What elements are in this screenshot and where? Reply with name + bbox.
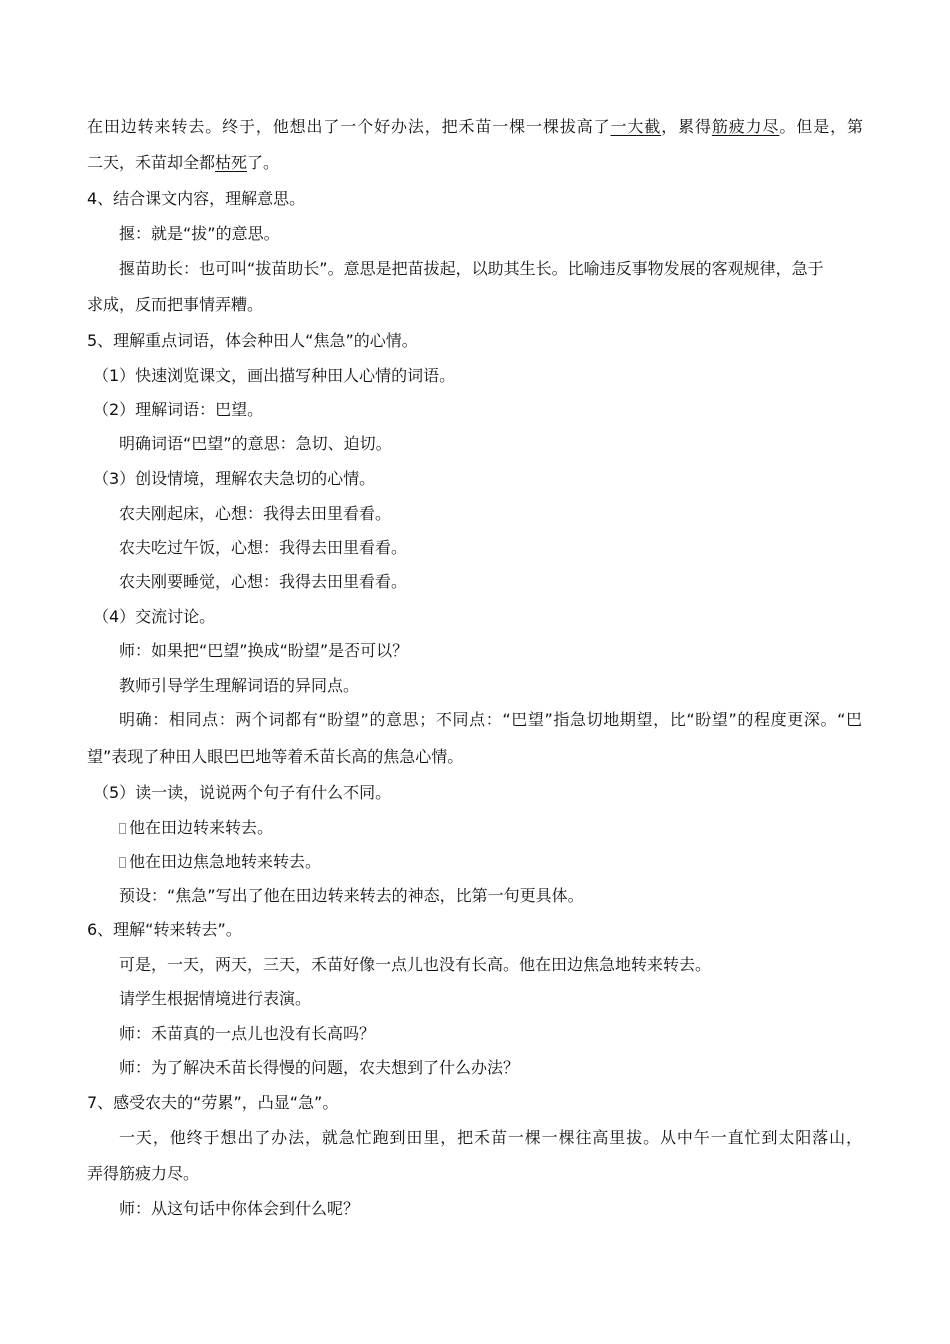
- paragraph-line: [87, 117, 863, 137]
- paragraph-line: 求成，反而把事情弄糟。: [87, 295, 264, 314]
- paragraph-line: 明确：相同点：两个词都有“盼望”的意思；不同点：“巴望”指急切地期望，比“盼望”的程度更深。“巴: [119, 710, 862, 729]
- text-run: 了。: [247, 153, 280, 172]
- text-run: 他在田边转来转去。: [129, 818, 274, 837]
- paragraph-line: 揠：就是“拔”的意思。: [119, 224, 280, 243]
- paragraph-line: 农夫刚要睡觉，心想：我得去田里看看。: [119, 572, 408, 591]
- sub-item: （3）创设情境，理解农夫急切的心情。: [93, 469, 376, 488]
- sub-item: （5）读一读，说说两个句子有什么不同。: [93, 783, 392, 802]
- text-run: 二天，禾苗却全都: [87, 153, 216, 172]
- underlined-word: 筋疲力尽: [711, 117, 780, 136]
- sub-item: （2）理解词语：巴望。: [93, 400, 264, 419]
- text-run: 。但是，第: [779, 117, 863, 136]
- checkbox-glyph-icon: [119, 823, 126, 834]
- paragraph-line: 明确词语“巴望”的意思：急切、迫切。: [119, 434, 392, 453]
- paragraph-line: 教师引导学生理解词语的异同点。: [119, 676, 360, 695]
- sub-item: （4）交流讨论。: [93, 607, 216, 626]
- paragraph-line: 揠苗助长：也可叫“拔苗助长”。意思是把苗拔起，以助其生长。比喻违反事物发展的客观规律，急于: [119, 259, 824, 278]
- paragraph-line: 请学生根据情境进行表演。: [119, 989, 312, 1008]
- paragraph-line: 师：禾苗真的一点儿也没有长高吗？: [119, 1024, 376, 1043]
- paragraph-line: 师：为了解决禾苗长得慢的问题，农夫想到了什么办法？: [119, 1058, 520, 1077]
- underlined-word: 一大截: [610, 117, 662, 136]
- paragraph-line: 师：如果把“巴望”换成“盼望”是否可以？: [119, 641, 409, 660]
- paragraph-line: 农夫吃过午饭，心想：我得去田里看看。: [119, 538, 408, 557]
- example-sentence: [119, 818, 273, 838]
- paragraph-line: 望”表现了种田人眼巴巴地等着禾苗长高的焦急心情。: [87, 747, 464, 766]
- text-run: 他在田边焦急地转来转去。: [129, 852, 322, 871]
- paragraph-line: [87, 153, 279, 173]
- sub-item: （1）快速浏览课文，画出描写种田人心情的词语。: [93, 366, 456, 385]
- section-heading: 6、理解“转来转去”。: [87, 920, 242, 939]
- checkbox-glyph-icon: [119, 857, 126, 868]
- paragraph-line: 弄得筋疲力尽。: [87, 1164, 200, 1183]
- underlined-word: 枯死: [215, 153, 248, 172]
- text-run: 在田边转来转去。终于，他想出了一个好办法，把禾苗一棵一棵拔高了: [87, 117, 611, 136]
- text-run: ，累得: [661, 117, 712, 136]
- paragraph-line: 可是，一天，两天，三天，禾苗好像一点儿也没有长高。他在田边焦急地转来转去。: [119, 955, 712, 974]
- example-sentence: [119, 852, 321, 872]
- paragraph-line: 农夫刚起床，心想：我得去田里看看。: [119, 504, 392, 523]
- paragraph-line: 师：从这句话中你体会到什么呢？: [119, 1199, 360, 1218]
- section-heading: 5、理解重点词语，体会种田人“焦急”的心情。: [87, 331, 418, 350]
- section-heading: 7、感受农夫的“劳累”，凸显“急”。: [87, 1093, 339, 1112]
- paragraph-line: 一天，他终于想出了办法，就急忙跑到田里，把禾苗一棵一棵往高里拔。从中午一直忙到太阳落山，: [119, 1128, 862, 1147]
- section-heading: 4、结合课文内容，理解意思。: [87, 189, 306, 208]
- paragraph-line: 预设：“焦急”写出了他在田边转来转去的神态，比第一句更具体。: [119, 886, 584, 905]
